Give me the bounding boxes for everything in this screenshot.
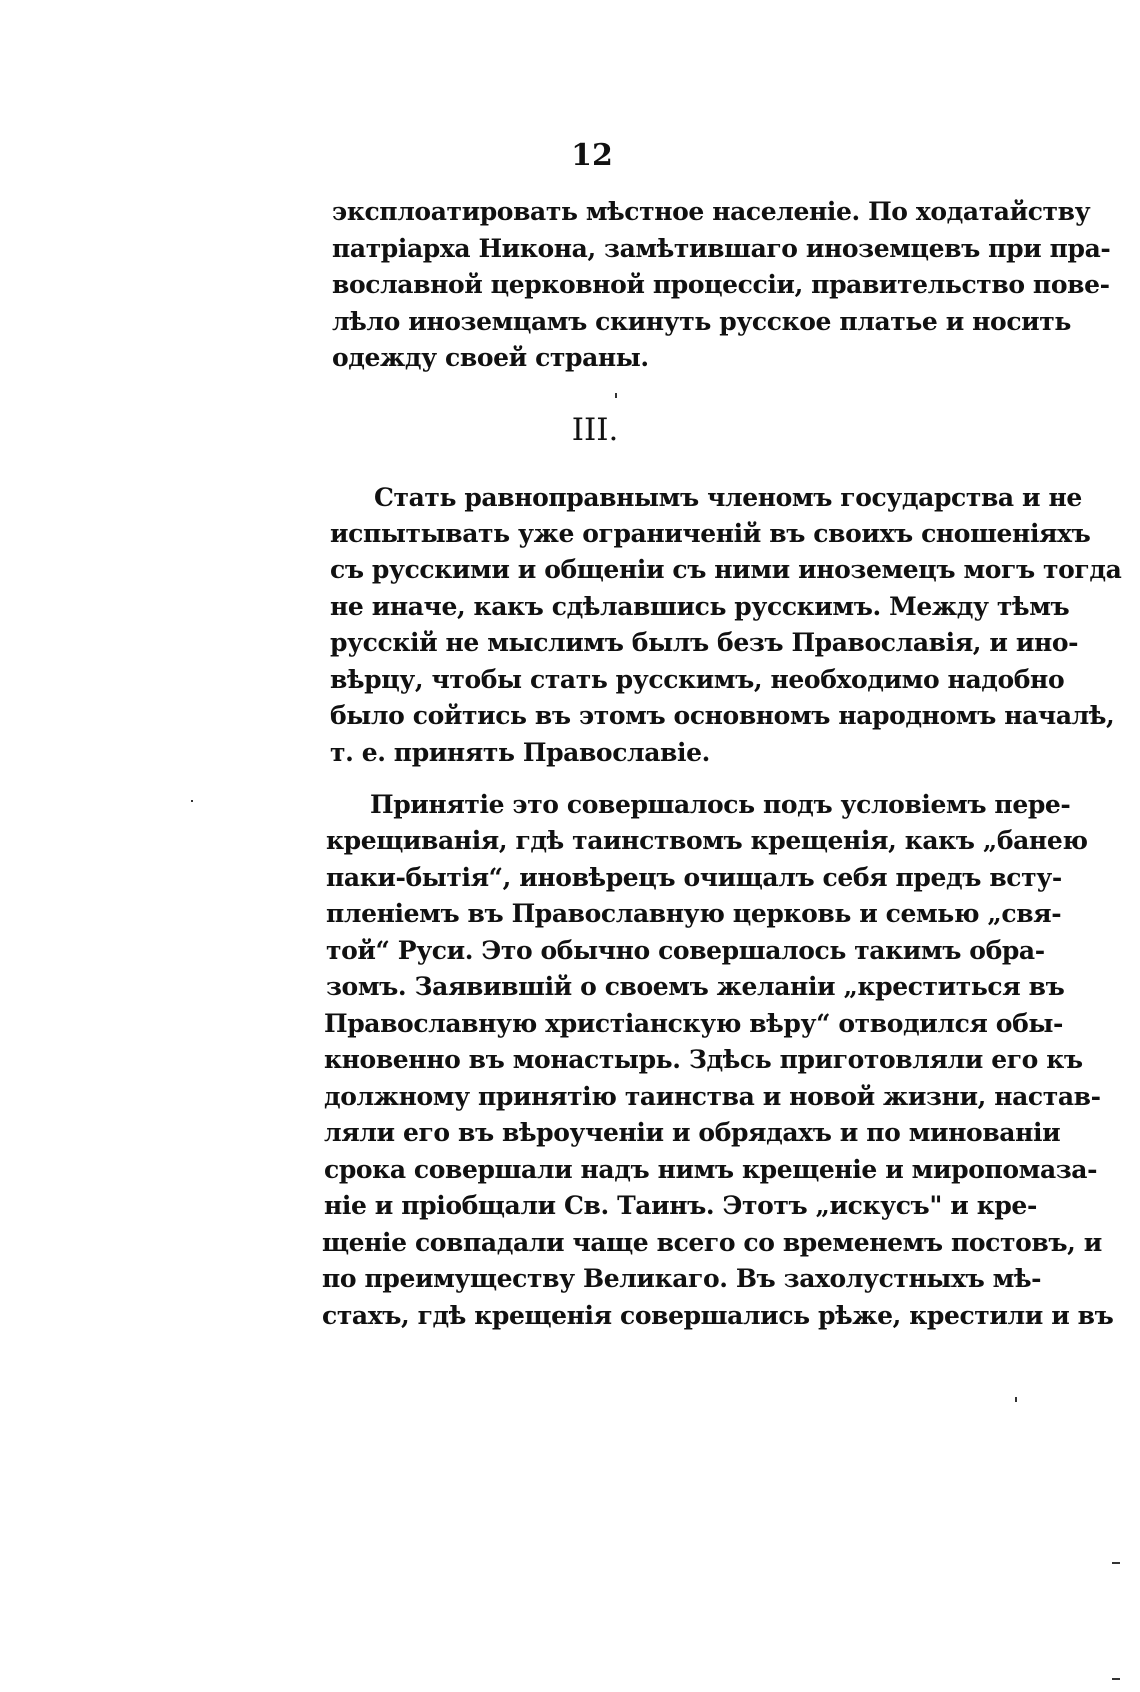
text-line: патріарха Никона, замѣтившаго иноземцевъ при пра- xyxy=(332,234,1111,263)
text-line: одежду своей страны. xyxy=(332,343,649,372)
text-line: Принятіе это совершалось подъ условіемъ пере- xyxy=(370,790,1071,819)
scan-speck xyxy=(615,393,617,398)
text-line: зомъ. Заявившій о своемъ желаніи „креститься въ xyxy=(326,972,1065,1001)
text-line: кновенно въ монастырь. Здѣсь приготовляли его къ xyxy=(324,1045,1083,1074)
text-line: паки-бытія“, иновѣрецъ очищалъ себя предъ всту- xyxy=(326,863,1062,892)
text-line: Православную христіанскую вѣру“ отводился обы- xyxy=(324,1009,1063,1038)
text-line: вѣрцу, чтобы стать русскимъ, необходимо надобно xyxy=(330,665,1065,694)
text-line: лѣло иноземцамъ скинуть русское платье и носить xyxy=(332,307,1071,336)
text-line: ляли его въ вѣроученіи и обрядахъ и по минованіи xyxy=(324,1118,1061,1147)
scan-speck xyxy=(1112,1678,1120,1680)
text-line: вославной церковной процессіи, правительство пове- xyxy=(332,270,1110,299)
text-line: должному принятію таинства и новой жизни, настав- xyxy=(324,1082,1101,1111)
text-line: Стать равноправнымъ членомъ государства и не xyxy=(374,483,1082,512)
text-line: не иначе, какъ сдѣлавшись русскимъ. Между тѣмъ xyxy=(330,592,1070,621)
text-line: т. е. принять Православіе. xyxy=(330,738,710,767)
text-line: испытывать уже ограниченій въ своихъ сношеніяхъ xyxy=(330,519,1091,548)
text-line: русскій не мыслимъ былъ безъ Православія, и ино- xyxy=(330,628,1079,657)
scan-speck xyxy=(191,800,193,802)
text-line: той“ Руси. Это обычно совершалось такимъ обра- xyxy=(326,936,1045,965)
section-heading: III. xyxy=(571,412,619,448)
text-line: съ русскими и общеніи съ ними иноземецъ могъ тогда xyxy=(330,555,1122,584)
scan-speck xyxy=(1015,1397,1017,1402)
text-line: по преимуществу Великаго. Въ захолустныхъ мѣ- xyxy=(322,1264,1042,1293)
page-number: 12 xyxy=(571,138,613,173)
text-line: ніе и пріобщали Св. Таинъ. Этотъ „искусъ" и кре- xyxy=(324,1191,1037,1220)
text-line: срока совершали надъ нимъ крещеніе и миропомаза- xyxy=(324,1155,1098,1184)
text-line: было сойтись въ этомъ основномъ народномъ началѣ, xyxy=(330,701,1115,730)
text-line: стахъ, гдѣ крещенія совершались рѣже, крестили и въ xyxy=(322,1301,1114,1330)
text-line: пленіемъ въ Православную церковь и семью „свя- xyxy=(326,899,1062,928)
text-line: крещиванія, гдѣ таинствомъ крещенія, какъ „банею xyxy=(326,826,1088,855)
text-line: щеніе совпадали чаще всего со временемъ постовъ, и xyxy=(322,1228,1102,1257)
text-line: эксплоатировать мѣстное населеніе. По ходатайству xyxy=(332,197,1091,226)
scan-speck xyxy=(1112,1562,1120,1564)
